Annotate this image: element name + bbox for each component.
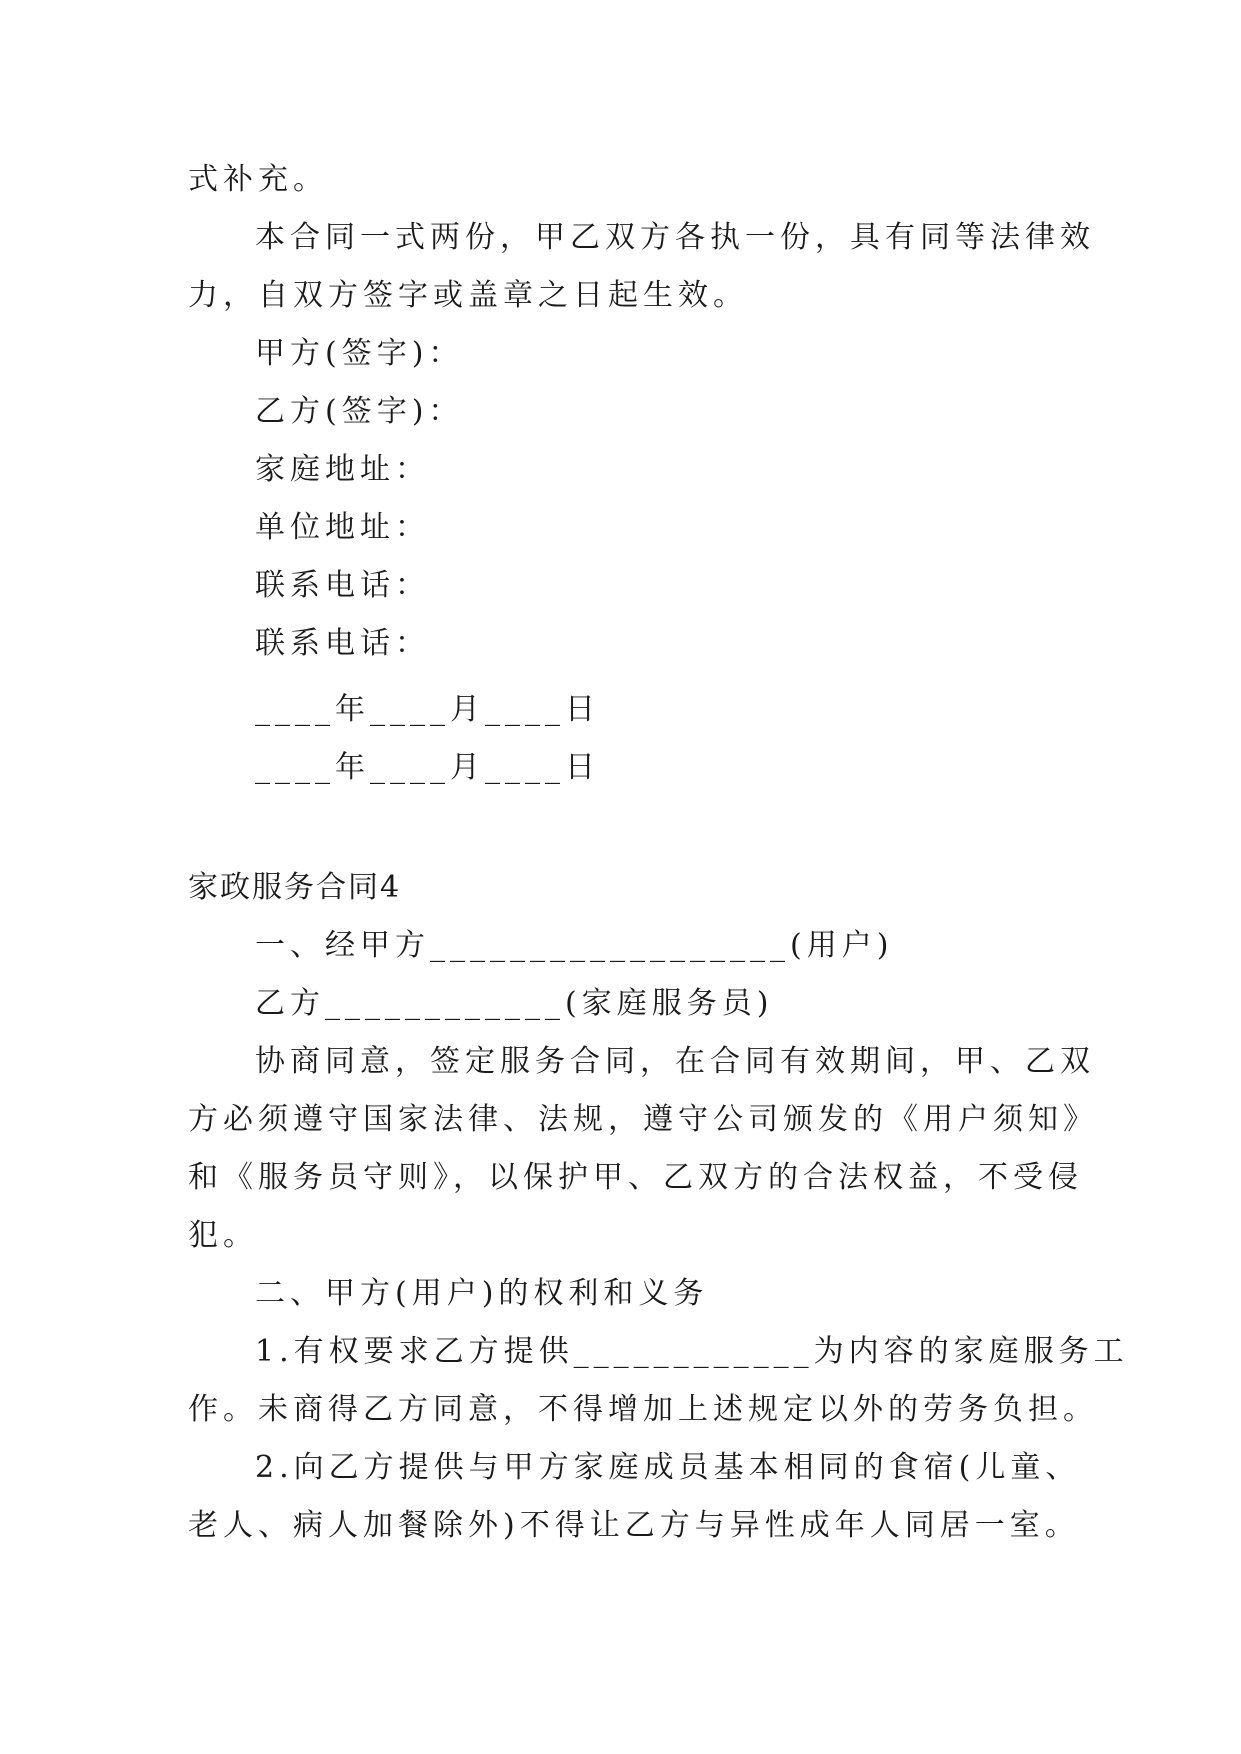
home-address-label: 家庭地址： [255, 452, 430, 487]
clause-2-item-2-cont: 老人、病人加餐除外)不得让乙方与异性成年人同居一室。 [188, 1508, 1080, 1543]
clause-1-text-2: 方必须遵守国家法律、法规，遵守公司颁发的《用户须知》 [188, 1102, 1098, 1137]
date-blank-1: ____年____月____日 [255, 692, 600, 727]
clause-1-party-a: 一、经甲方__________________(用户) [255, 928, 894, 963]
text-line-continuation: 式补充。 [188, 162, 328, 197]
phone-label-2: 联系电话： [255, 626, 430, 661]
clause-1-text-4: 犯。 [188, 1218, 258, 1253]
clause-1-text-3: 和《服务员守则》，以保护甲、乙双方的合法权益，不受侵 [188, 1160, 1083, 1195]
date-blank-2: ____年____月____日 [255, 750, 600, 785]
clause-1-text-1: 协商同意，签定服务合同，在合同有效期间，甲、乙双 [255, 1044, 1095, 1079]
contract-section-title: 家政服务合同4 [188, 870, 402, 905]
clause-2-item-1: 1.有权要求乙方提供____________为内容的家庭服务工 [255, 1334, 1129, 1369]
work-address-label: 单位地址： [255, 510, 430, 545]
paragraph-copies: 本合同一式两份，甲乙双方各执一份，具有同等法律效 [255, 220, 1095, 255]
clause-2-item-2: 2.向乙方提供与甲方家庭成员基本相同的食宿(儿童、 [255, 1450, 1081, 1485]
clause-1-party-b: 乙方____________(家庭服务员) [255, 986, 774, 1021]
phone-label-1: 联系电话： [255, 568, 430, 603]
clause-2-item-1-cont: 作。未商得乙方同意，不得增加上述规定以外的劳务负担。 [188, 1392, 1098, 1427]
clause-2-heading: 二、甲方(用户)的权利和义务 [255, 1276, 709, 1311]
party-a-signature-label: 甲方(签字)： [255, 336, 464, 371]
party-b-signature-label: 乙方(签字)： [255, 394, 464, 429]
paragraph-copies-cont: 力，自双方签字或盖章之日起生效。 [188, 278, 748, 313]
